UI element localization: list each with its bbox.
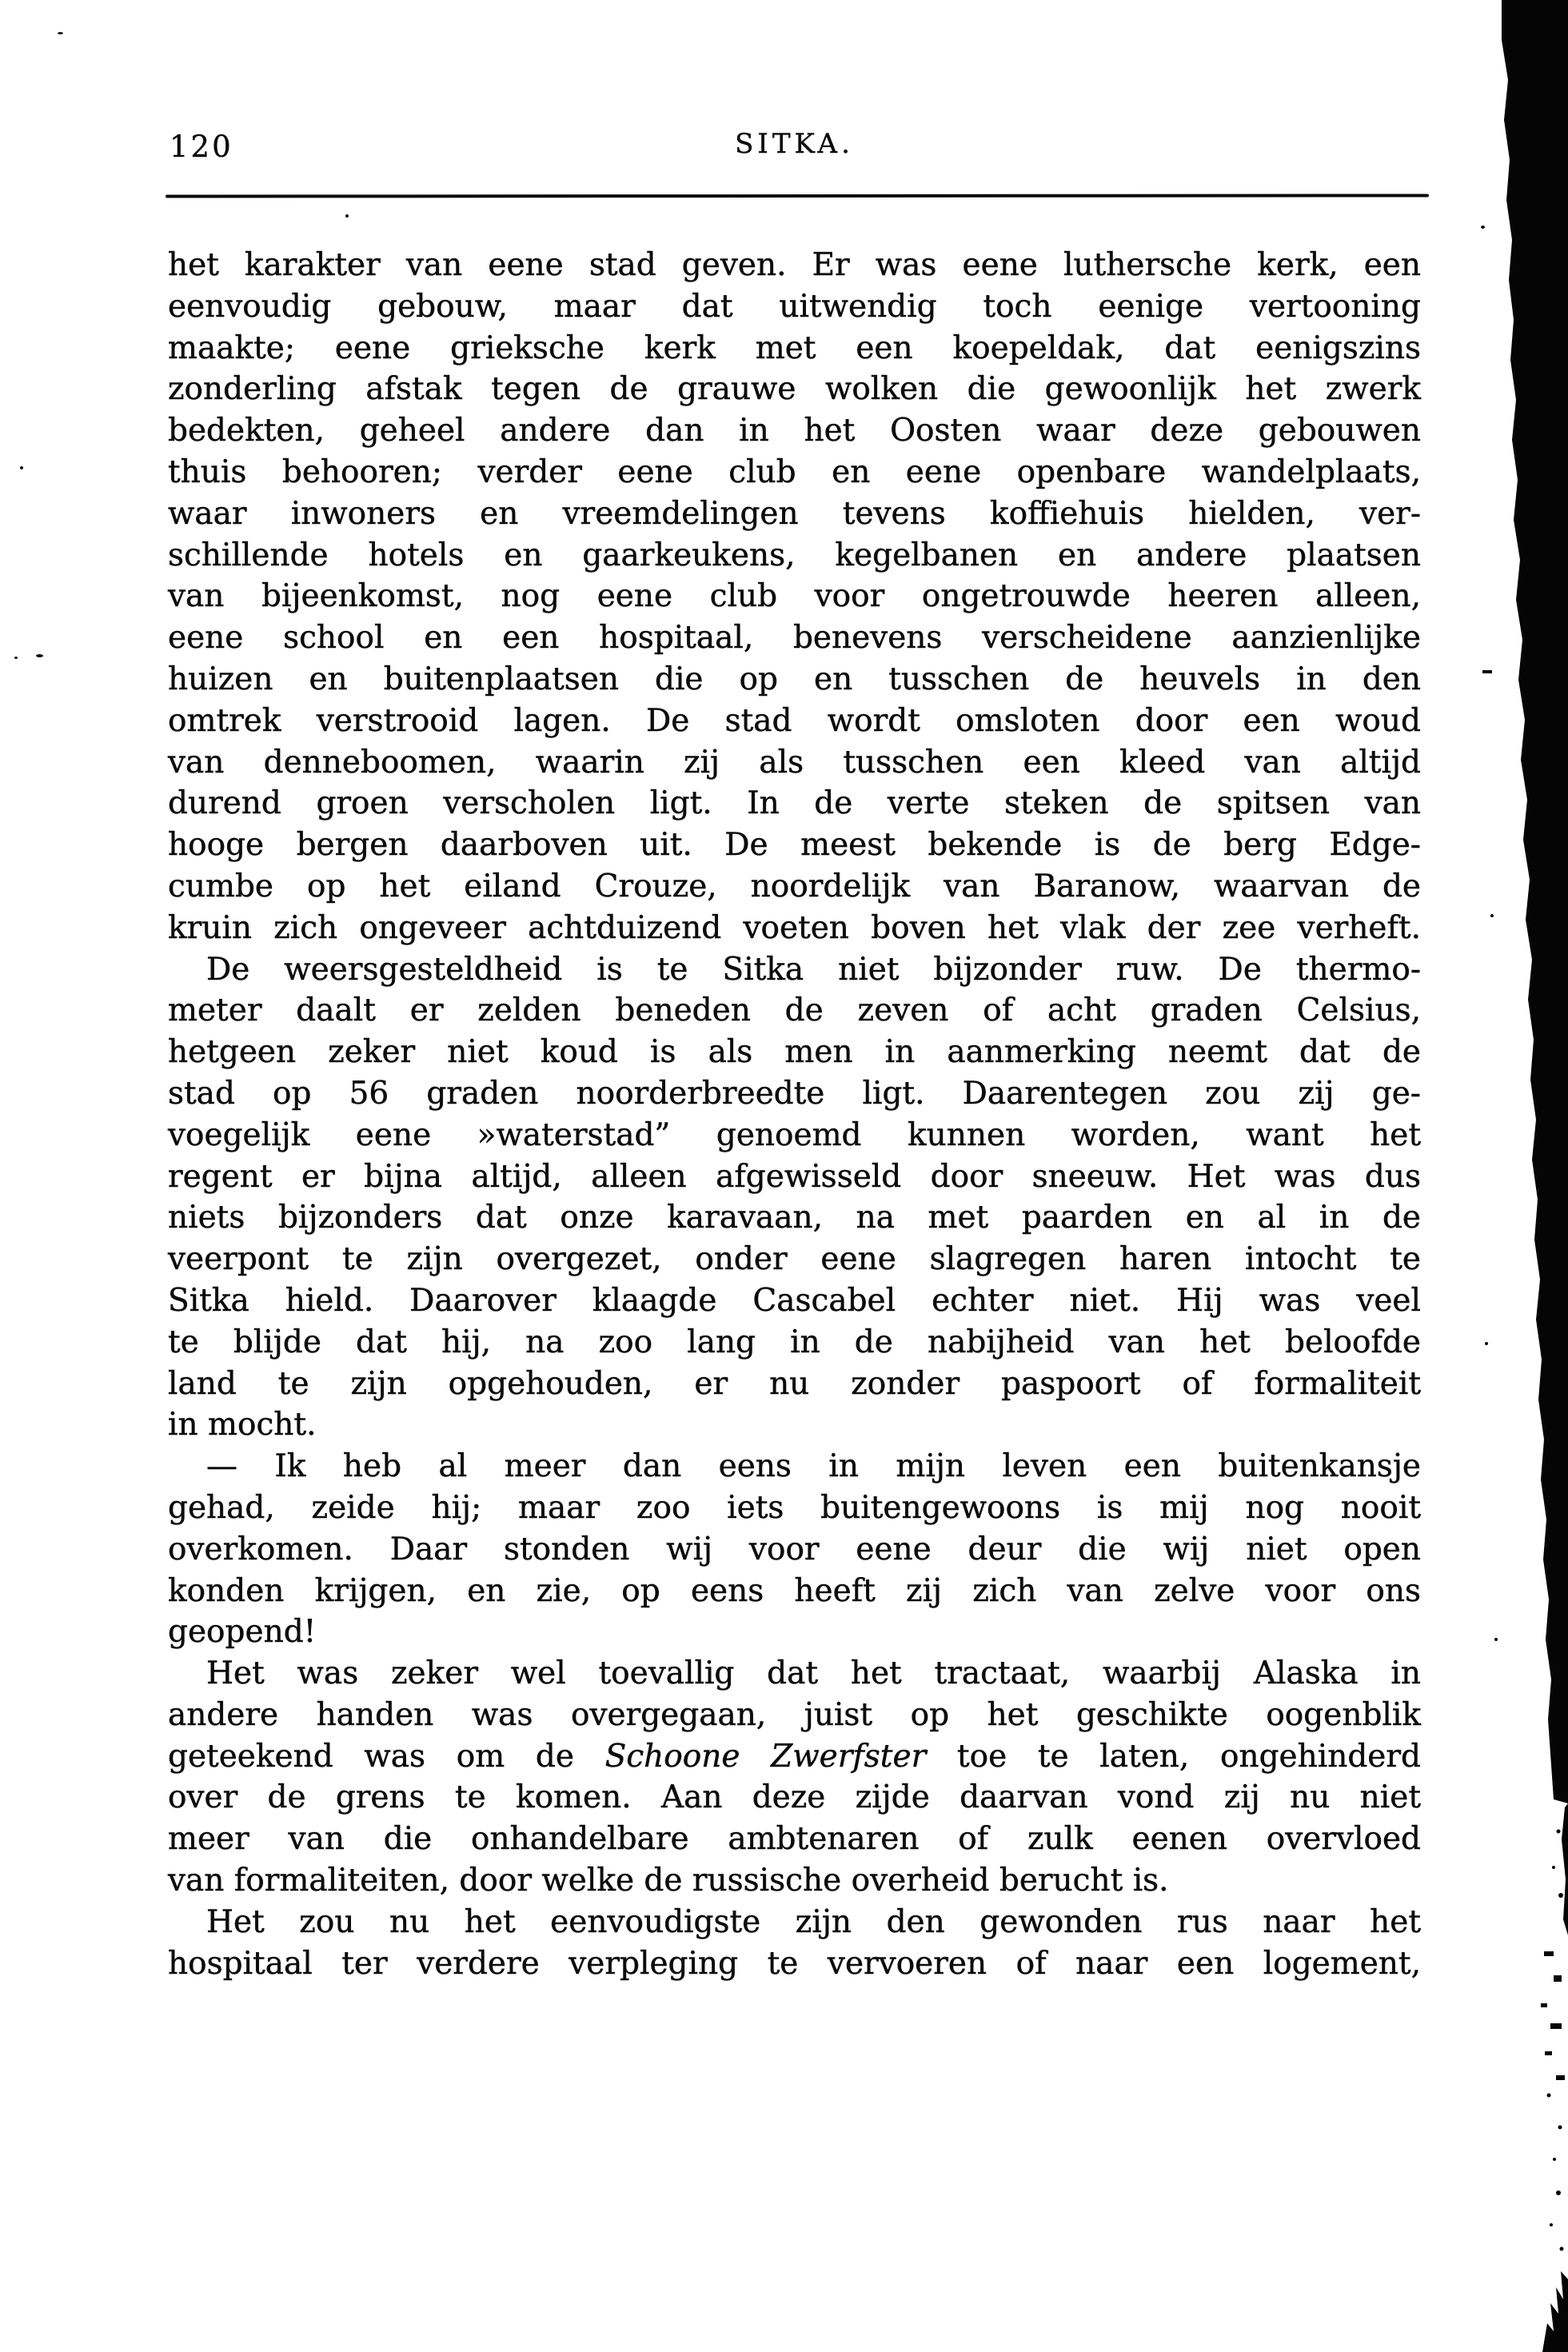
text-line: schillende hotels en gaarkeukens, kegelbanen en andere plaatsen	[168, 537, 1421, 573]
text-line: waar inwoners en vreemdelingen tevens koffiehuis hielden, ver-	[168, 495, 1421, 532]
page-header	[168, 126, 1421, 165]
text-line: van bijeenkomst, nog eene club voor ongetrouwde heeren alleen,	[168, 578, 1421, 615]
text-line: eene school en een hospitaal, benevens verscheidene aanzienlijke	[168, 620, 1421, 657]
page-number: 120	[170, 130, 233, 164]
text-line: van denneboomen, waarin zij als tusschen een kleed van altijd	[168, 744, 1421, 781]
text-line: overkomen. Daar stonden wij voor eene deur die wij niet open	[168, 1531, 1421, 1567]
text-line: geopend!	[168, 1614, 317, 1651]
text-line: te blijde dat hij, na zoo lang in de nabijheid van het beloofde	[168, 1324, 1421, 1360]
header-rule	[166, 194, 1429, 198]
paragraph	[168, 1446, 1421, 1653]
text-line: het karakter van eene stad geven. Er was eene luthersche kerk, een	[168, 247, 1421, 283]
text-line: veerpont te zijn overgezet, onder eene slagregen haren intocht te	[168, 1241, 1421, 1278]
page-body	[168, 245, 1421, 1984]
ink-speck	[20, 466, 23, 469]
text-line: zonderling afstak tegen de grauwe wolken die gewoonlijk het zwerk	[168, 371, 1421, 408]
text-line: land te zijn opgehouden, er nu zonder paspoort of formaliteit	[168, 1365, 1421, 1402]
text-line: omtrek verstrooid lagen. De stad wordt omsloten door een woud	[168, 702, 1421, 739]
text-line: andere handen was overgegaan, juist op het geschikte oogenblik	[168, 1696, 1421, 1733]
paragraph	[168, 245, 1421, 949]
paragraph	[168, 1902, 1421, 1985]
ink-speck	[14, 657, 18, 659]
text-line: voegelijk eene »waterstad” genoemd kunnen worden, want het	[168, 1116, 1421, 1153]
text-line: van formaliteiten, door welke de russische overheid berucht is.	[168, 1863, 1169, 1899]
text-line: Sitka hield. Daarover klaagde Cascabel echter niet. Hij was veel	[168, 1282, 1421, 1319]
page-edge-shadow	[1464, 0, 1568, 2352]
text-line: Het zou nu het eenvoudigste zijn den gewonden rus naar het	[206, 1903, 1421, 1940]
paragraph	[168, 949, 1421, 1447]
text-line: meter daalt er zelden beneden de zeven of acht graden Celsius,	[168, 992, 1421, 1029]
text-line: geteekend was om de Schoone Zwerfster toe te laten, ongehinderd	[168, 1738, 1421, 1775]
text-line: hetgeen zeker niet koud is als men in aanmerking neemt dat de	[168, 1034, 1421, 1071]
text-line: cumbe op het eiland Crouze, noordelijk van Baranow, waarvan de	[168, 868, 1421, 904]
text-line: stad op 56 graden noorderbreedte ligt. Daarentegen zou zij ge-	[168, 1075, 1421, 1112]
text-line: over de grens te komen. Aan deze zijde daarvan vond zij nu niet	[168, 1779, 1421, 1816]
text-line: Het was zeker wel toevallig dat het tractaat, waarbij Alaska in	[206, 1655, 1421, 1692]
text-line: — Ik heb al meer dan eens in mijn leven een buitenkansje	[206, 1448, 1421, 1485]
text-line: thuis behooren; verder eene club en eene openbare wandelplaats,	[168, 453, 1421, 490]
paragraph	[168, 1653, 1421, 1902]
text-line: regent er bijna altijd, alleen afgewisseld door sneeuw. Het was dus	[168, 1158, 1421, 1195]
text-line: bedekten, geheel andere dan in het Oosten waar deze gebouwen	[168, 413, 1421, 449]
ink-speck	[58, 32, 63, 34]
text-line: kruin zich ongeveer achtduizend voeten boven het vlak der zee verheft.	[168, 909, 1421, 946]
ink-speck	[345, 214, 349, 218]
text-line: gehad, zeide hij; maar zoo iets buitengewoons is mij nog nooit	[168, 1489, 1421, 1526]
text-line: De weersgesteldheid is te Sitka niet bijzonder ruw. De thermo-	[206, 951, 1421, 988]
text-line: maakte; eene grieksche kerk met een koepeldak, dat eenigszins	[168, 329, 1421, 366]
text-line: durend groen verscholen ligt. In de verte steken de spitsen van	[168, 785, 1421, 822]
text-line: niets bijzonders dat onze karavaan, na met paarden en al in de	[168, 1200, 1421, 1236]
ink-speck	[36, 654, 43, 657]
running-title: SITKA.	[735, 128, 854, 160]
text-line: hooge bergen daarboven uit. De meest bekende is de berg Edge-	[168, 827, 1421, 864]
text-line: huizen en buitenplaatsen die op en tusschen de heuvels in den	[168, 661, 1421, 697]
text-line: meer van die onhandelbare ambtenaren of zulk eenen overvloed	[168, 1821, 1421, 1858]
text-line: eenvoudig gebouw, maar dat uitwendig toch eenige vertooning	[168, 288, 1421, 325]
text-line: konden krijgen, en zie, op eens heeft zij zich van zelve voor ons	[168, 1572, 1421, 1609]
text-line: in mocht.	[168, 1407, 317, 1444]
text-line: hospitaal ter verdere verpleging te vervoeren of naar een logement,	[168, 1945, 1421, 1982]
